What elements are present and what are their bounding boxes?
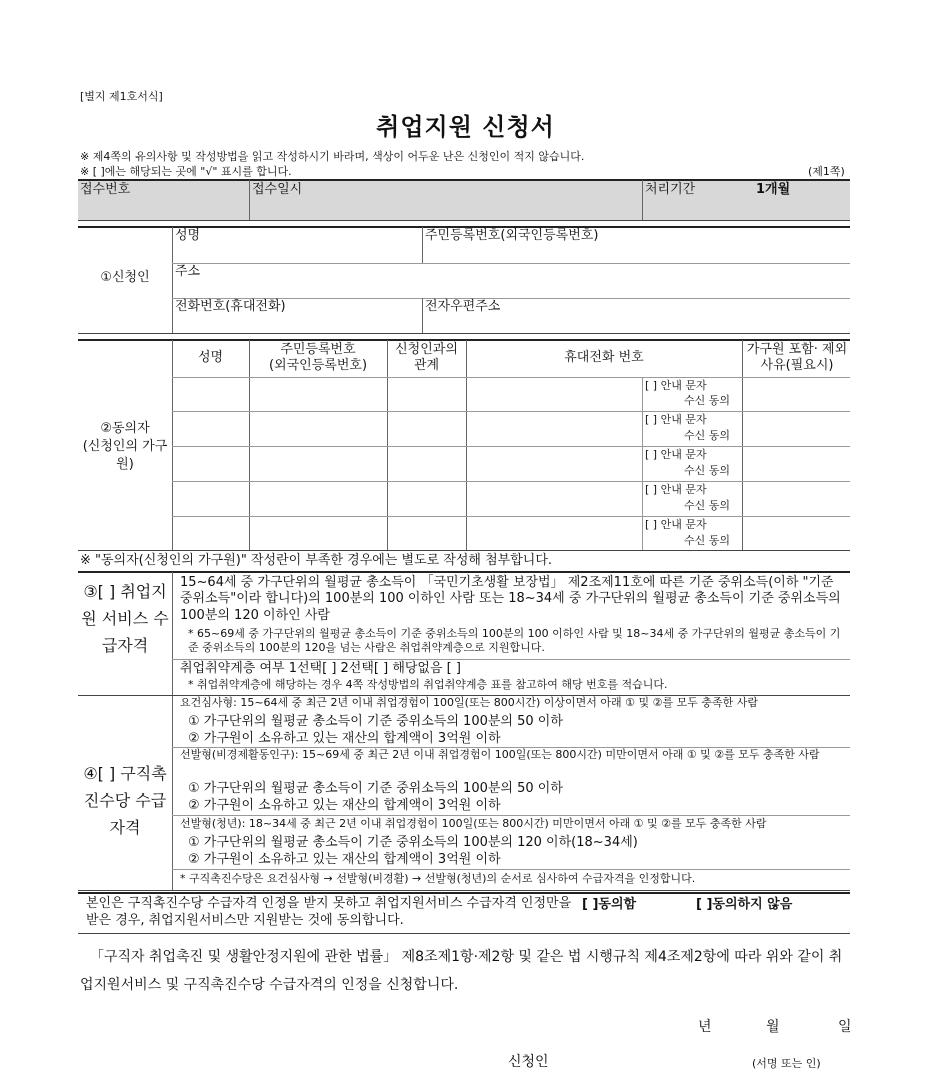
vulnerable-group-note: * 취업취약계층에 해당하는 경우 4쪽 작성방법의 취업취약계층 표를 참고하여 해당 번호를 적습니다. (188, 678, 668, 691)
sms-checkbox[interactable]: [ ] 안내 문자 (645, 413, 707, 426)
consenter-row[interactable] (172, 378, 642, 411)
form-label: [별지 제1호서식] (80, 90, 163, 103)
consenter-row[interactable] (172, 517, 642, 550)
email-label: 전자우편주소 (425, 299, 501, 314)
consenter-label: ②동의자 (신청인의 가구원) (82, 421, 168, 473)
section3-text1: 15~64세 중 가구단위의 월평균 총소득이 「국민기초생활 보장법」 제2조제11호에 따른 기준 중위소득(이하 "기준 중위소득"이라 합니다)의 100분의 100 이하인 사람 또는 18~34세 중 가구단위의 월평균 총소득이 기준 중위소득의 100분의 120 이하인 사람 (180, 575, 841, 623)
page-title: 취업지원 신청서 (376, 113, 555, 141)
section4-req-title: 요건심사형: 15~64세 중 최근 2년 이내 취업경험이 100일(또는 800시간) 이상이면서 아래 ① 및 ②를 모두 충족한 사람 (180, 696, 758, 709)
sms-checkbox[interactable]: [ ] 안내 문자 (645, 379, 707, 392)
col-rrn: 주민등록번호 (외국인등록번호) (268, 342, 368, 373)
vulnerable-group-select[interactable]: 취업취약계층 여부 1선택[ ] 2선택[ ] 해당없음 [ ] (180, 661, 461, 676)
receipt-number-label: 접수번호 (80, 182, 131, 197)
section3-text2: * 65~69세 중 가구단위의 월평균 총소득이 기준 중위소득의 100분의 100 이하인 사람 및 18~34세 중 가구단위의 월평균 총소득이 기준 중위소득의 100분의 120을 넘는 사람은 취업취약계층으로 지원합니다. (188, 627, 841, 655)
address-field[interactable] (172, 280, 850, 298)
sms-agree-label: 수신 동의 (684, 394, 731, 407)
col-name: 성명 (197, 350, 224, 365)
section4-sel1: ① 가구단위의 월평균 총소득이 기준 중위소득의 100분의 50 이하 (188, 781, 563, 796)
rrn-field[interactable] (422, 244, 850, 262)
rrn-label: 주민등록번호(외국인등록번호) (425, 228, 599, 243)
sms-agree-label: 수신 동의 (684, 464, 731, 477)
sms-checkbox[interactable]: [ ] 안내 문자 (645, 448, 707, 461)
col-relation: 신청인과의 관계 (395, 342, 458, 373)
section4-req1: ① 가구단위의 월평균 총소득이 기준 중위소득의 100분의 50 이하 (188, 714, 563, 729)
section4-youth1: ① 가구단위의 월평균 총소득이 기준 중위소득의 100분의 120 이하(18~34세) (188, 835, 638, 850)
receipt-row (78, 180, 850, 220)
receipt-date-label: 접수일시 (252, 182, 303, 197)
signer-label: 신청인 (508, 1054, 549, 1070)
consent-disagree-checkbox[interactable]: [ ]동의하지 않음 (696, 897, 793, 912)
applicant-label: ①신청인 (100, 270, 150, 285)
note-2: ※ [ ]에는 해당되는 곳에 "√" 표시를 합니다. (80, 165, 292, 178)
name-field[interactable] (172, 244, 422, 262)
processing-period-label: 처리기간 (645, 182, 696, 197)
consenter-row[interactable] (172, 412, 642, 446)
declaration-text: 「구직자 취업촉진 및 생활안정지원에 관한 법률」 제8조제1항·제2항 및 같은 법 시행규칙 제4조제2항에 따라 위와 같이 취업지원서비스 및 구직촉진수당 수급자격의 인정을 신청합니다. (80, 949, 843, 993)
address-label: 주소 (175, 264, 201, 279)
phone-label: 전화번호(휴대전화) (175, 299, 286, 314)
section4-label[interactable]: ④[ ] 구직촉진수당 수급자격 (83, 764, 167, 838)
consenter-row[interactable] (172, 482, 642, 516)
sms-agree-label: 수신 동의 (684, 499, 731, 512)
section4-sel2: ② 가구원이 소유하고 있는 재산의 합계액이 3억원 이하 (188, 798, 501, 813)
section4-youth-title: 선발형(청년): 18~34세 중 최근 2년 이내 취업경험이 100일(또는 800시간) 미만이면서 아래 ① 및 ②를 모두 충족한 사람 (180, 817, 767, 830)
page-number: (제1쪽) (808, 165, 845, 178)
section4-note: * 구직촉진수당은 요건심사형 → 선발형(비경활) → 선발형(청년)의 순서로 심사하여 수급자격을 인정합니다. (180, 872, 696, 885)
sms-agree-label: 수신 동의 (684, 534, 731, 547)
consent-agree-checkbox[interactable]: [ ]동의함 (582, 897, 637, 912)
date-year[interactable]: 년 (698, 1019, 712, 1035)
section4-youth2: ② 가구원이 소유하고 있는 재산의 합계액이 3억원 이하 (188, 852, 501, 867)
signature-field[interactable]: (서명 또는 인) (752, 1057, 821, 1070)
sms-checkbox[interactable]: [ ] 안내 문자 (645, 483, 707, 496)
sms-checkbox[interactable]: [ ] 안내 문자 (645, 518, 707, 531)
phone-field[interactable] (172, 315, 422, 333)
col-phone: 휴대전화 번호 (564, 350, 644, 365)
consenter-row[interactable] (172, 447, 642, 481)
section3-label[interactable]: ③[ ] 취업지원 서비스 수급자격 (81, 582, 169, 656)
processing-period-value: 1개월 (756, 182, 791, 197)
consenter-note: ※ "동의자(신청인의 가구원)" 작성란이 부족한 경우에는 별도로 작성해 첨부합니다. (80, 553, 553, 568)
email-field[interactable] (422, 315, 850, 333)
section4-req2: ② 가구원이 소유하고 있는 재산의 합계액이 3억원 이하 (188, 731, 501, 746)
date-day[interactable]: 일 (838, 1019, 852, 1035)
note-1: ※ 제4쪽의 유의사항 및 작성방법을 읽고 작성하시기 바라며, 색상이 어두운 난은 신청인이 적지 않습니다. (80, 150, 585, 163)
consent-text: 본인은 구직촉진수당 수급자격 인정을 받지 못하고 취업지원서비스 수급자격 인정만을 받은 경우, 취업지원서비스만 지원받는 것에 동의합니다. (86, 896, 572, 928)
sms-agree-label: 수신 동의 (684, 429, 731, 442)
section4-sel-title: 선발형(비경제활동인구): 15~69세 중 최근 2년 이내 취업경험이 100일(또는 800시간) 미만이면서 아래 ① 및 ②를 모두 충족한 사람 (180, 748, 820, 761)
col-reason: 가구원 포함· 제외사유(필요시) (746, 342, 848, 373)
date-month[interactable]: 월 (766, 1019, 780, 1035)
name-label: 성명 (175, 228, 201, 243)
